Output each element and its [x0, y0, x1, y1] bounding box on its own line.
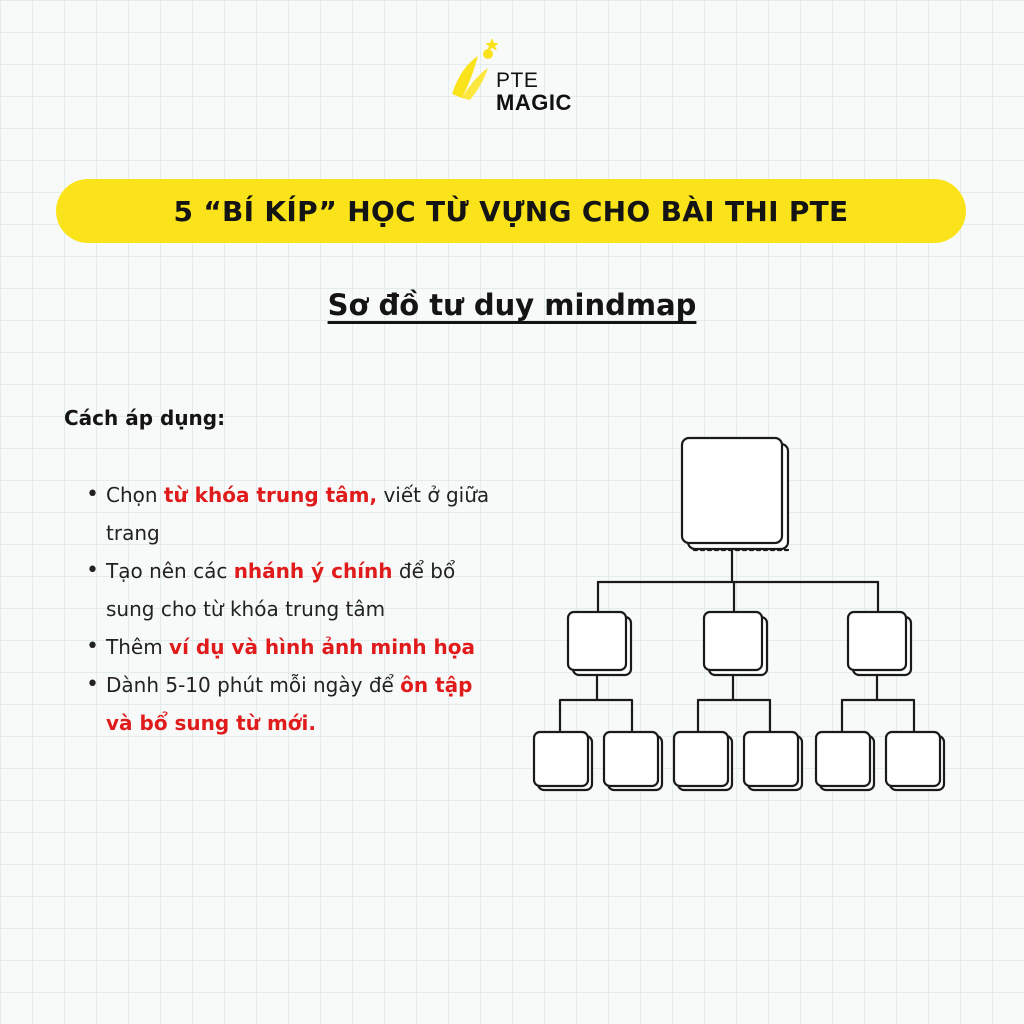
steps-list [84, 476, 496, 742]
step-item [106, 666, 496, 742]
step-highlight: nhánh ý chính [233, 559, 393, 583]
pte-magic-logo-icon [444, 36, 500, 110]
section-subtitle: Sơ đồ tư duy mindmap [327, 288, 697, 322]
leaf-box [604, 732, 662, 790]
banner-title: 5 “BÍ KÍP” HỌC TỪ VỰNG CHO BÀI THI PTE [173, 194, 849, 228]
brand-logo [444, 36, 594, 118]
branch-box [848, 612, 911, 675]
root-box [682, 438, 788, 550]
leaf-box [886, 732, 944, 790]
leaf-box [744, 732, 802, 790]
title-banner [56, 179, 966, 243]
mindmap-diagram [520, 420, 960, 800]
step-item [106, 628, 496, 666]
step-highlight: ôn tập và bổ sung từ mới. [106, 673, 473, 735]
leaf-box [816, 732, 874, 790]
step-text: Thêm [106, 635, 170, 659]
step-text: viết ở giữa trang [106, 483, 490, 545]
apply-heading: Cách áp dụng: [64, 406, 226, 430]
step-item [106, 552, 496, 628]
hierarchy-tree-icon [520, 420, 960, 800]
logo-text-magic: MAGIC [496, 90, 572, 115]
step-item [106, 476, 496, 552]
step-text: Chọn [106, 483, 164, 507]
step-highlight: ví dụ và hình ảnh minh họa [169, 635, 475, 659]
leaf-box [674, 732, 732, 790]
branch-box [704, 612, 767, 675]
logo-text-pte: PTE [496, 69, 539, 92]
step-text: để bổ sung cho từ khóa trung tâm [106, 559, 456, 621]
step-text: Dành 5-10 phút mỗi ngày để [106, 673, 401, 697]
leaf-box [534, 732, 592, 790]
step-text: Tạo nên các [106, 559, 234, 583]
branch-box [568, 612, 631, 675]
step-highlight: từ khóa trung tâm, [163, 483, 378, 507]
